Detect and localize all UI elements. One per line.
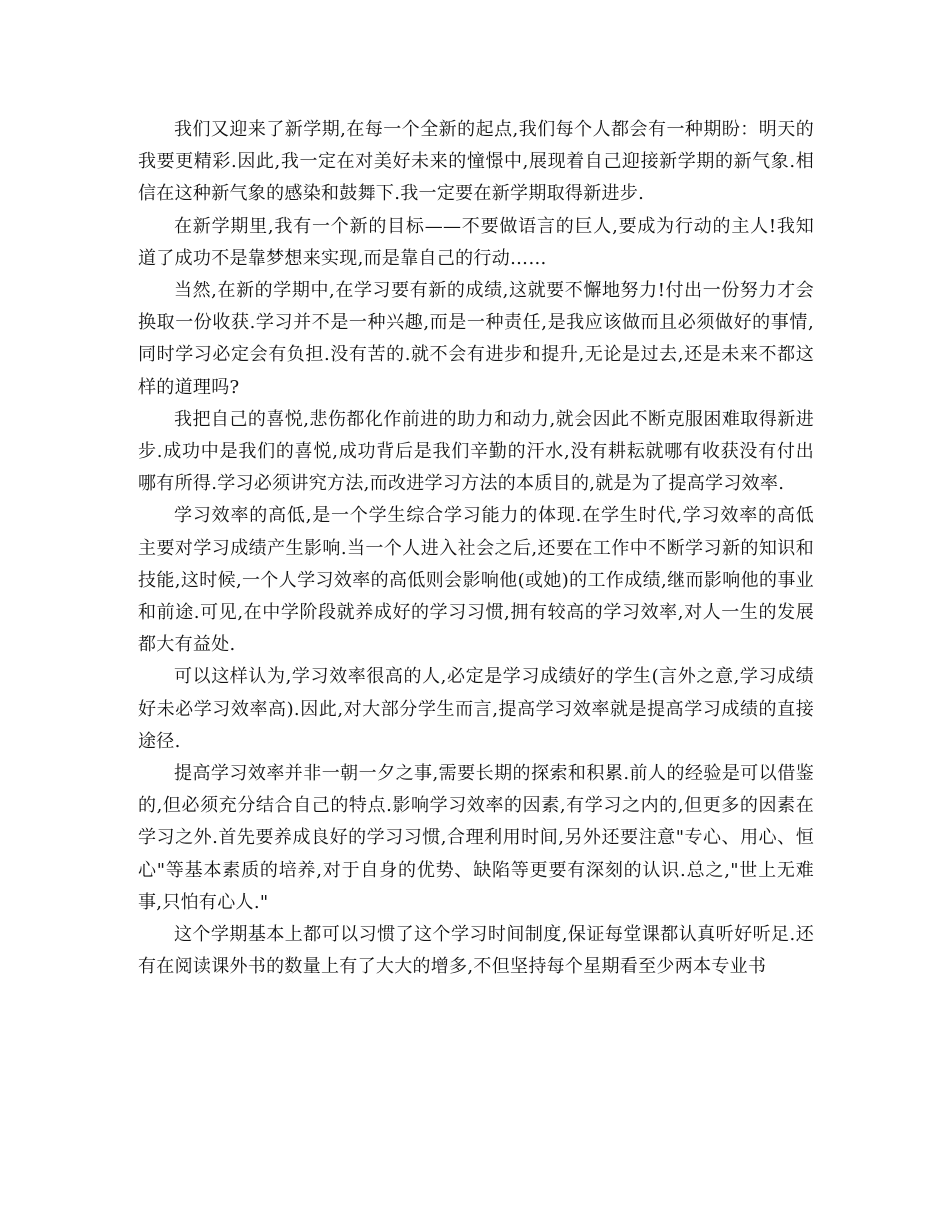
paragraph-4: 我把自己的喜悦,悲伤都化作前进的助力和动力,就会因此不断克服困难取得新进步.成功中是我们的喜悦,成功背后是我们辛勤的汗水,没有耕耘就哪有收获没有付出哪有所得.学习必须讲究方法,而改进学习方法的本质目的,就是为了提高学习效率. — [138, 408, 814, 495]
document-page — [138, 114, 814, 983]
paragraph-8: 这个学期基本上都可以习惯了这个学习时间制度,保证每堂课都认真听好听足.还有在阅读课外书的数量上有了大大的增多,不但坚持每个星期看至少两本专业书 — [138, 924, 814, 978]
paragraph-5: 学习效率的高低,是一个学生综合学习能力的体现.在学生时代,学习效率的高低主要对学习成绩产生影响.当一个人进入社会之后,还要在工作中不断学习新的知识和技能,这时候,一个人学习效率的高低则会影响他(或她)的工作成绩,继而影响他的事业和前途.可见,在中学阶段就养成好的学习习惯,拥有较高的学习效率,对人一生的发展都大有益处. — [138, 505, 814, 656]
paragraph-7: 提高学习效率并非一朝一夕之事,需要长期的探索和积累.前人的经验是可以借鉴的,但必须充分结合自己的特点.影响学习效率的因素,有学习之内的,但更多的因素在学习之外.首先要养成良好的学习习惯,合理利用时间,另外还要注意"专心、用心、恒心"等基本素质的培养,对于自身的优势、缺陷等更要有深刻的认识.总之,"世上无难事,只怕有心人." — [138, 763, 814, 913]
paragraph-6: 可以这样认为,学习效率很高的人,必定是学习成绩好的学生(言外之意,学习成绩好未必学习效率高).因此,对大部分学生而言,提高学习效率就是提高学习成绩的直接途径. — [138, 666, 814, 752]
paragraph-1: 我们又迎来了新学期,在每一个全新的起点,我们每个人都会有一种期盼：明天的我要更精彩.因此,我一定在对美好未来的憧憬中,展现着自己迎接新学期的新气象.相信在这种新气象的感染和鼓舞下.我一定要在新学期取得新进步. — [138, 119, 814, 205]
paragraph-3: 当然,在新的学期中,在学习要有新的成绩,这就要不懈地努力!付出一份努力才会换取一份收获.学习并不是一种兴趣,而是一种责任,是我应该做而且必须做好的事情,同时学习必定会有负担.没有苦的.就不会有进步和提升,无论是过去,还是未来不都这样的道理吗? — [138, 280, 814, 398]
paragraph-2: 在新学期里,我有一个新的目标——不要做语言的巨人,要成为行动的主人!我知道了成功不是靠梦想来实现,而是靠自己的行动…… — [138, 215, 814, 269]
